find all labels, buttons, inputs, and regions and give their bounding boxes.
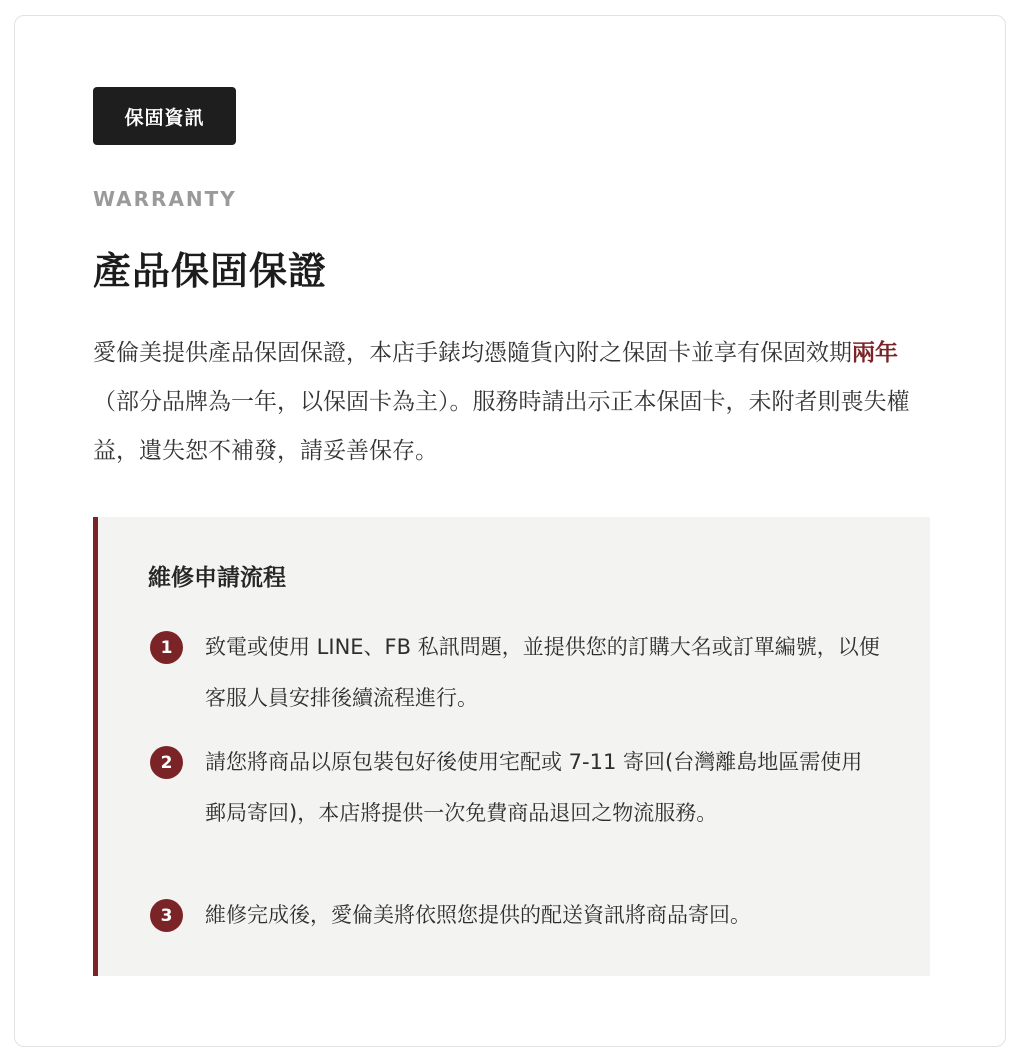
intro-text-before: 愛倫美提供產品保固保證，本店手錶均憑隨貨內附之保固卡並享有保固效期	[93, 340, 852, 366]
section-badge: 保固資訊	[93, 87, 236, 145]
page-title: 產品保固保證	[93, 249, 328, 293]
repair-process-panel	[93, 517, 930, 976]
process-title: 維修申請流程	[148, 565, 286, 591]
eyebrow-label: WARRANTY	[93, 187, 237, 211]
step-number-badge: 3	[150, 899, 183, 932]
step-text: 請您將商品以原包裝包好後使用宅配或 7-11 寄回(台灣離島地區需使用郵局寄回)，本店將提供一次免費商品退回之物流服務。	[205, 750, 863, 825]
intro-paragraph	[93, 329, 933, 476]
step-number-badge: 2	[150, 746, 183, 779]
step-text: 致電或使用 LINE、FB 私訊問題，並提供您的訂購大名或訂單編號，以便客服人員安排後續流程進行。	[205, 635, 880, 710]
process-step-1	[148, 622, 883, 732]
intro-text-after: （部分品牌為一年，以保固卡為主）。服務時請出示正本保固卡，未附者則喪失權益，遺失恕不補發，請妥善保存。	[93, 389, 910, 464]
intro-highlight: 兩年	[852, 340, 898, 366]
process-step-2	[148, 737, 883, 897]
step-text: 維修完成後，愛倫美將依照您提供的配送資訊將商品寄回。	[205, 903, 751, 927]
warranty-card	[14, 15, 1006, 1047]
step-number-badge: 1	[150, 631, 183, 664]
process-step-3	[148, 890, 883, 950]
